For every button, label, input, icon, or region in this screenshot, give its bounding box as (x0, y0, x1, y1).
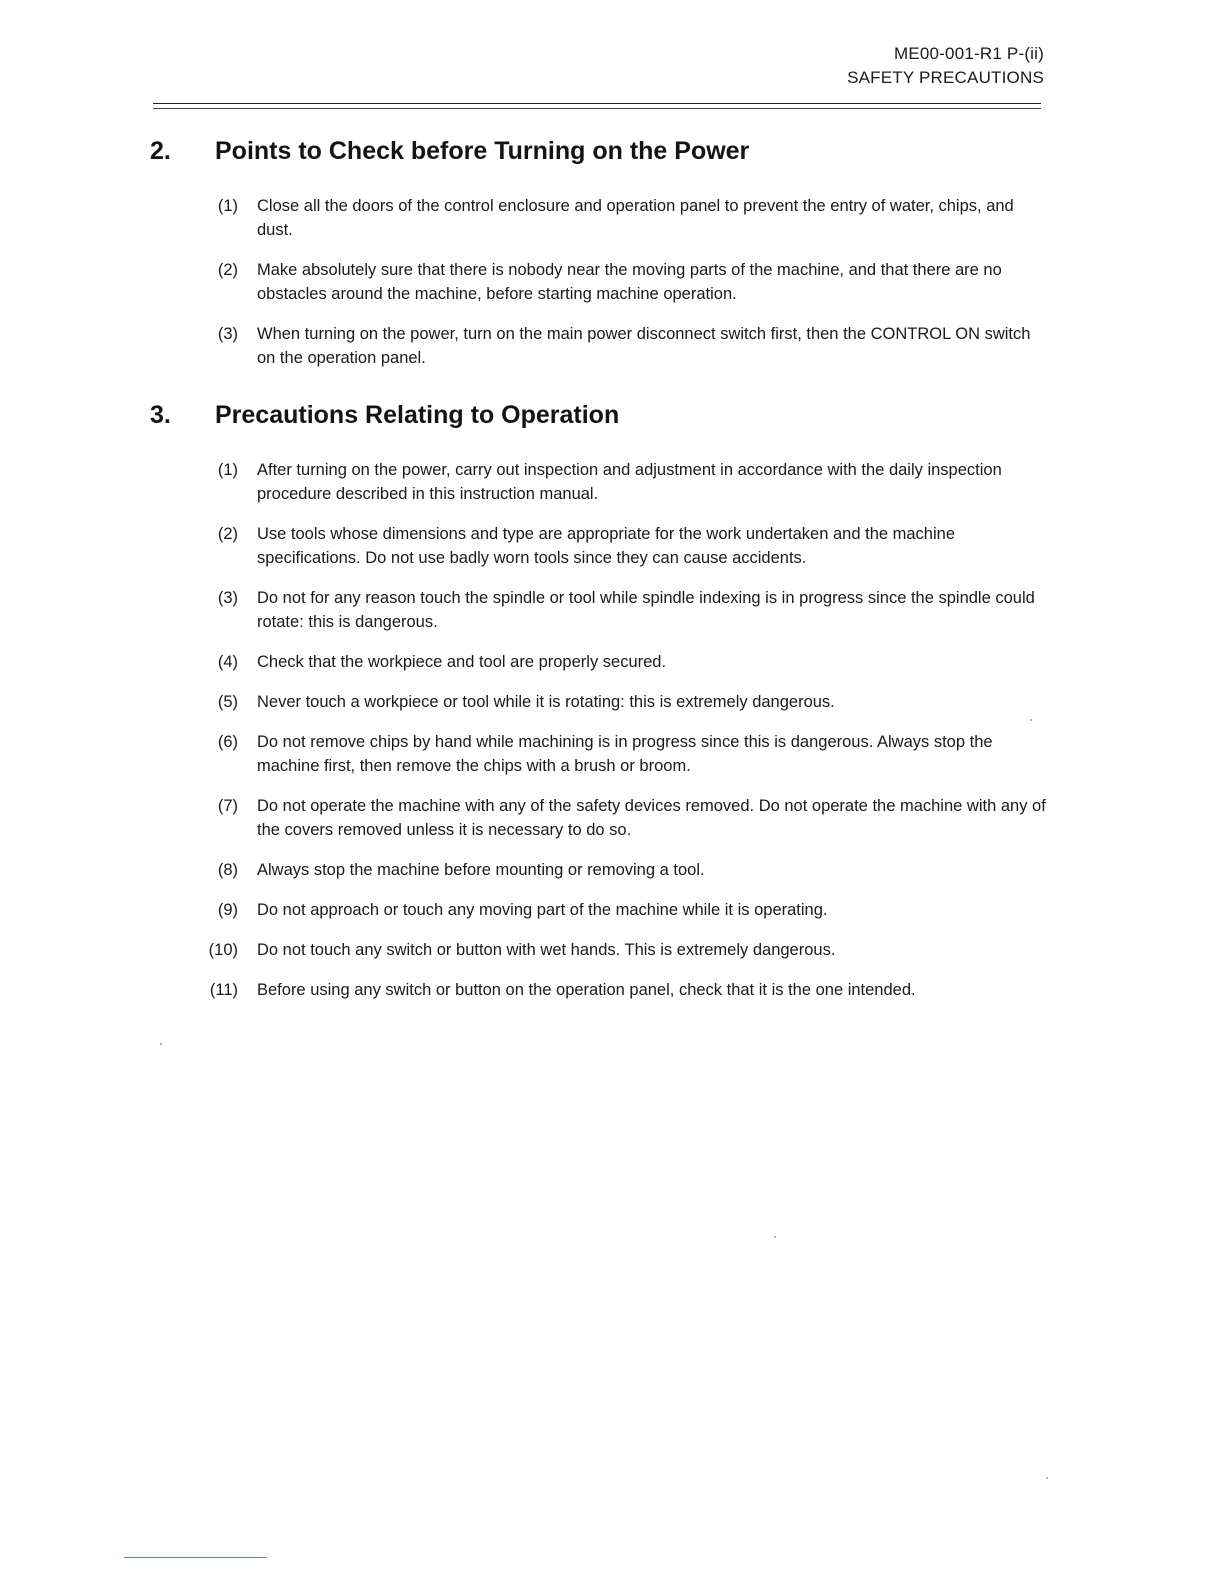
item-number: (4) (217, 653, 238, 671)
item-text: Use tools whose dimensions and type are appropriate for the work undertaken and the machine specifications. Do not use badly worn tools since they can cause accidents. (257, 525, 955, 567)
section-title: Points to Check before Turning on the Power (215, 137, 750, 165)
item-text: When turning on the power, turn on the main power disconnect switch first, then the CONTROL ON switch on the operation panel. (257, 325, 1031, 367)
section-title: Precautions Relating to Operation (215, 401, 620, 429)
scan-speck (1030, 719, 1032, 721)
scan-speck (1046, 1477, 1048, 1479)
header-rule-top (153, 103, 1041, 104)
header-rule-bottom (153, 108, 1041, 109)
scan-speck (774, 1236, 776, 1238)
section-heading (150, 401, 1050, 430)
item-number: (9) (217, 901, 238, 919)
item-text: Do not touch any switch or button with wet hands. This is extremely dangerous. (257, 941, 836, 959)
item-text: Do not remove chips by hand while machining is in progress since this is dangerous. Always stop the machine first, then remove the chips with a brush or broom. (257, 733, 993, 775)
checklist (150, 458, 1050, 1002)
item-text: Check that the workpiece and tool are properly secured. (257, 653, 667, 671)
list-item (150, 938, 1050, 962)
section-number: 3. (150, 401, 171, 429)
list-item (150, 858, 1050, 882)
item-text: Do not operate the machine with any of the safety devices removed. Do not operate the machine with any of the covers removed unless it is necessary to do so. (257, 797, 1046, 839)
list-item (150, 650, 1050, 674)
item-text: Make absolutely sure that there is nobody near the moving parts of the machine, and that there are no obstacles around the machine, before starting machine operation. (257, 261, 1002, 303)
page-header (847, 42, 1044, 90)
item-text: Never touch a workpiece or tool while it is rotating: this is extremely dangerous. (257, 693, 835, 711)
list-item (150, 522, 1050, 570)
item-number: (11) (209, 981, 238, 999)
list-item (150, 458, 1050, 506)
item-text: Do not for any reason touch the spindle or tool while spindle indexing is in progress since the spindle could rotate: this is dangerous. (257, 589, 1035, 631)
item-number: (1) (217, 461, 238, 479)
item-text: Close all the doors of the control enclosure and operation panel to prevent the entry of water, chips, and dust. (257, 197, 1014, 239)
scan-speck (160, 1043, 162, 1045)
item-number: (1) (217, 197, 238, 215)
item-number: (6) (217, 733, 238, 751)
footer-rule (124, 1557, 267, 1558)
item-number: (2) (217, 261, 238, 279)
section-heading (150, 137, 1050, 166)
list-item (150, 194, 1050, 242)
item-number: (3) (217, 589, 238, 607)
item-number: (7) (217, 797, 238, 815)
item-number: (10) (208, 941, 238, 959)
document-code: ME00-001-R1 P-(ii) (893, 44, 1044, 63)
list-item (150, 258, 1050, 306)
item-number: (8) (217, 861, 238, 879)
list-item (150, 730, 1050, 778)
list-item (150, 978, 1050, 1002)
section-power-check (150, 137, 1050, 386)
item-text: Always stop the machine before mounting or removing a tool. (257, 861, 705, 879)
item-text: After turning on the power, carry out inspection and adjustment in accordance with the daily inspection procedure described in this instruction manual. (257, 461, 1002, 503)
section-number: 2. (150, 137, 171, 165)
checklist (150, 194, 1050, 370)
list-item (150, 586, 1050, 634)
list-item (150, 898, 1050, 922)
item-text: Before using any switch or button on the operation panel, check that it is the one intended. (257, 981, 916, 999)
item-number: (3) (217, 325, 238, 343)
list-item (150, 794, 1050, 842)
item-text: Do not approach or touch any moving part of the machine while it is operating. (257, 901, 828, 919)
document-title: SAFETY PRECAUTIONS (847, 68, 1044, 87)
list-item (150, 690, 1050, 714)
item-number: (2) (217, 525, 238, 543)
item-number: (5) (217, 693, 238, 711)
section-operation-precautions (150, 401, 1050, 1018)
list-item (150, 322, 1050, 370)
